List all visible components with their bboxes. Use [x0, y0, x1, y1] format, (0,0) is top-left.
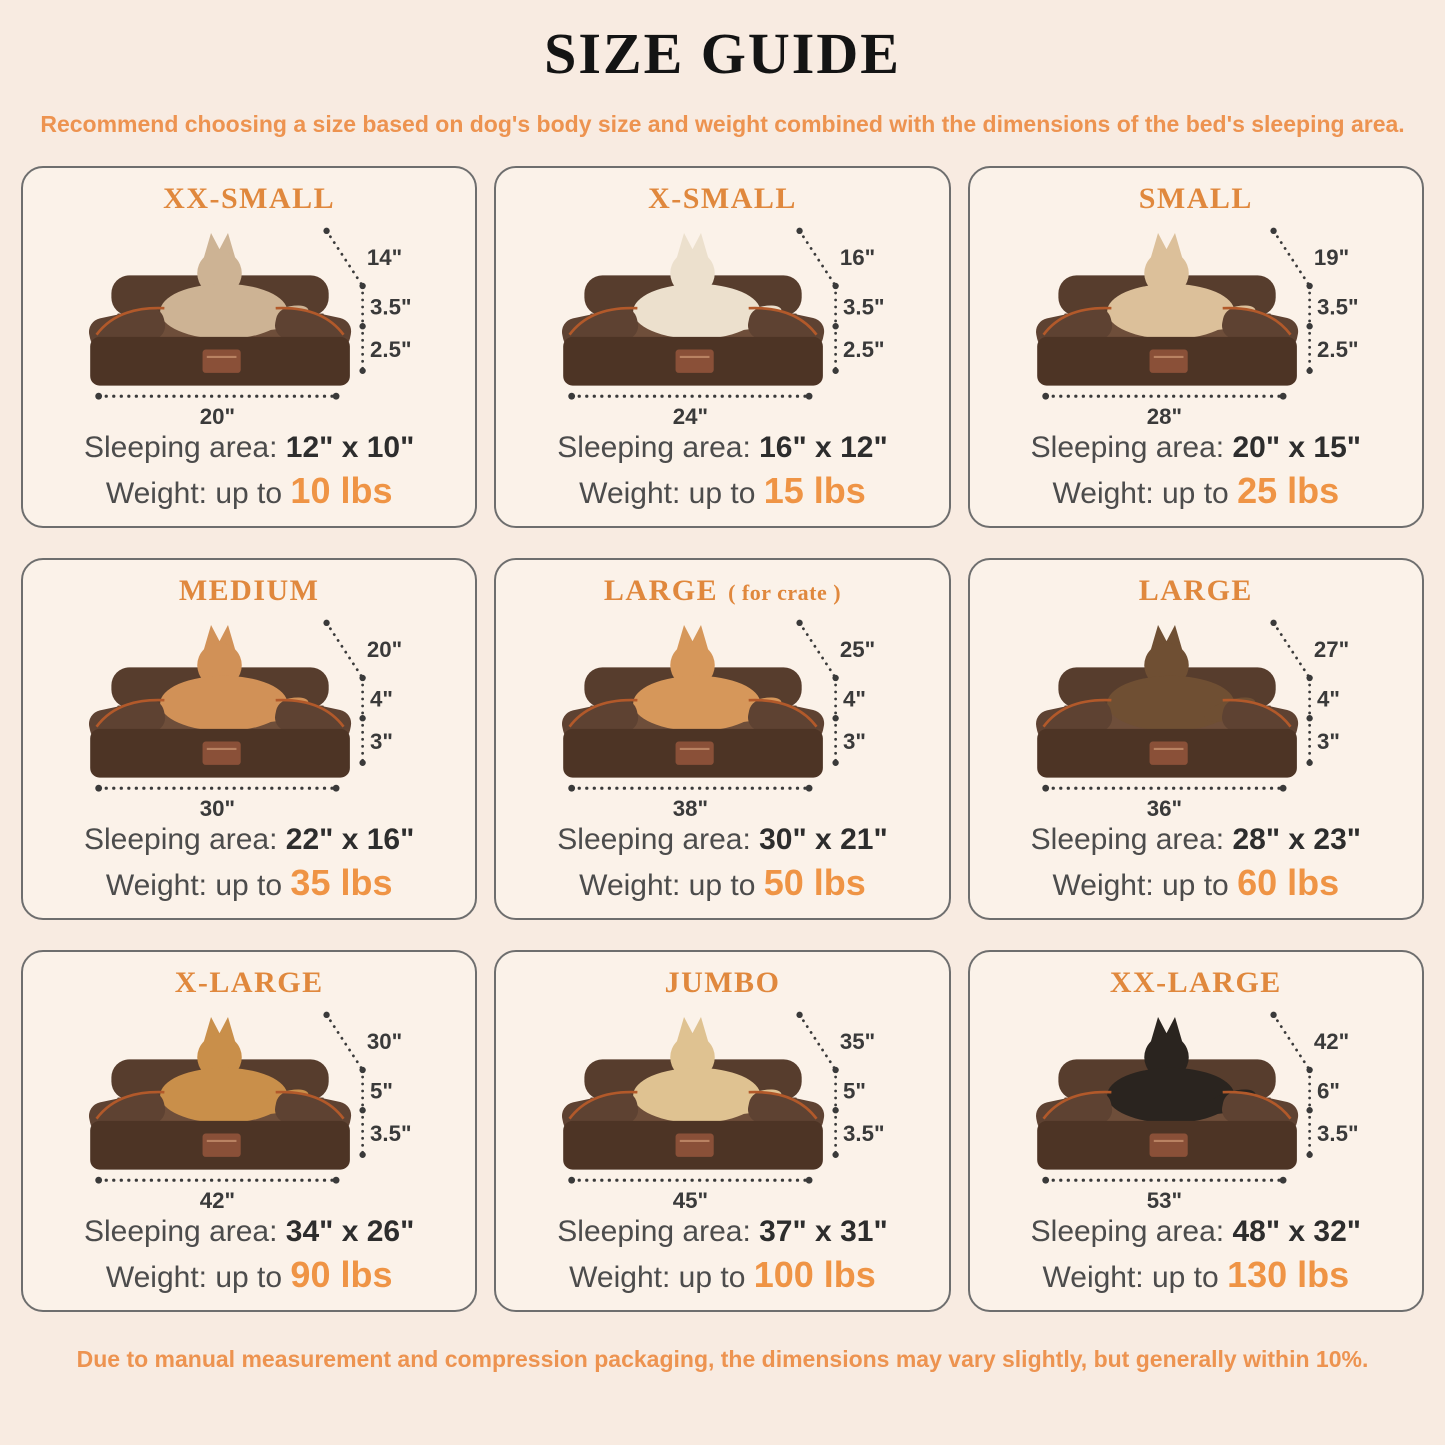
cushion-height-dim-label: 5"	[843, 1078, 867, 1104]
dim-endpoint-dot	[95, 784, 102, 791]
size-label: LARGE	[603, 574, 719, 607]
size-label: LARGE	[1138, 574, 1253, 607]
dim-endpoint-dot	[1306, 367, 1312, 373]
sleeping-area-line	[557, 821, 887, 859]
page-footer-note: Due to manual measurement and compression packaging, the dimensions may vary slightly, but generally within 10%.	[76, 1346, 1369, 1372]
dog-bed	[1033, 1017, 1300, 1170]
dog-bed	[560, 625, 827, 778]
weight-label: Weight: up to	[105, 476, 283, 510]
sleeping-area-value: 37" x 31"	[759, 1215, 888, 1249]
size-card-title	[1139, 576, 1253, 606]
dog-bed-illustration	[993, 216, 1399, 428]
cushion-height-dim-label: 5"	[369, 1078, 393, 1104]
bed-diagram	[993, 606, 1399, 821]
base-height-dim-label: 3"	[369, 728, 393, 754]
sleeping-area-line	[84, 1213, 414, 1251]
weight-label: Weight: up to	[579, 868, 756, 902]
weight-line	[106, 1253, 393, 1296]
back-height-dim-line	[800, 622, 836, 677]
bed-width-dim-label: 53"	[1146, 1187, 1182, 1212]
pet-body	[633, 675, 760, 730]
weight-value: 50 lbs	[763, 861, 866, 903]
sleeping-area-label: Sleeping area:	[1030, 1215, 1225, 1249]
sleeping-area-line	[1031, 821, 1361, 859]
dim-endpoint-dot	[833, 1151, 839, 1157]
brand-label-patch	[1149, 1133, 1187, 1156]
sleeping-area-line	[1031, 429, 1361, 467]
pet-body	[633, 1067, 760, 1122]
sleeping-area-label: Sleeping area:	[1030, 431, 1225, 465]
pet-body	[1107, 1067, 1234, 1122]
size-label: X-LARGE	[174, 966, 324, 999]
sleeping-area-value: 48" x 32"	[1232, 1215, 1362, 1249]
weight-value: 35 lbs	[290, 861, 393, 903]
dim-endpoint-dot	[333, 1176, 340, 1183]
weight-value: 10 lbs	[290, 469, 393, 511]
base-height-dim-label: 2.5"	[369, 336, 412, 362]
bed-width-dim-label: 45"	[673, 1187, 709, 1212]
dim-endpoint-dot	[1306, 1151, 1312, 1157]
sleeping-area-label: Sleeping area:	[557, 431, 751, 465]
size-card-title	[163, 184, 335, 214]
dog-bed-illustration	[46, 216, 452, 428]
weight-value: 25 lbs	[1237, 469, 1340, 511]
bed-diagram	[519, 998, 925, 1213]
dim-endpoint-dot	[569, 1176, 576, 1183]
sleeping-area-value: 34" x 26"	[285, 1215, 415, 1249]
bed-diagram	[993, 214, 1399, 429]
cushion-height-dim-label: 3.5"	[369, 294, 412, 320]
page-title: SIZE GUIDE	[544, 21, 901, 86]
page-subtitle: Recommend choosing a size based on dog's body size and weight combined with the dimensions of the bed's sleeping area.	[40, 111, 1405, 137]
dim-endpoint-dot	[806, 392, 813, 399]
sleeping-area-value: 12" x 10"	[285, 431, 415, 465]
dim-endpoint-dot	[1279, 1176, 1286, 1183]
sleeping-area-label: Sleeping area:	[557, 823, 751, 857]
back-height-dim-label: 16"	[840, 244, 876, 270]
dim-endpoint-dot	[1279, 784, 1286, 791]
size-card-title	[604, 576, 841, 606]
size-card	[21, 166, 477, 528]
back-height-dim-line	[327, 622, 363, 677]
size-card	[968, 558, 1424, 920]
pet-body	[1107, 283, 1234, 338]
pet-body	[633, 283, 760, 338]
size-card-title	[648, 184, 797, 214]
sleeping-area-value: 28" x 23"	[1232, 823, 1362, 857]
weight-label: Weight: up to	[579, 476, 756, 510]
bed-diagram	[519, 214, 925, 429]
brand-label-patch	[203, 349, 241, 372]
dog-bed	[560, 1017, 827, 1170]
size-card-title	[179, 576, 320, 606]
bed-width-dim-label: 20"	[199, 403, 236, 428]
dim-endpoint-dot	[797, 1011, 803, 1017]
back-height-dim-label: 35"	[840, 1028, 876, 1054]
bed-width-dim-label: 42"	[199, 1187, 236, 1212]
cushion-height-dim-label: 6"	[1316, 1078, 1340, 1104]
weight-line	[579, 469, 866, 512]
sleeping-area-line	[84, 821, 414, 859]
dim-endpoint-dot	[323, 619, 329, 625]
sleeping-area-label: Sleeping area:	[83, 823, 278, 857]
size-label: XX-SMALL	[163, 182, 336, 215]
weight-line	[569, 1253, 876, 1296]
dim-endpoint-dot	[95, 1176, 102, 1183]
pet-body	[1107, 675, 1234, 730]
back-height-dim-line	[327, 230, 363, 285]
size-card	[21, 950, 477, 1312]
sleeping-area-value: 16" x 12"	[759, 431, 888, 465]
base-height-dim-label: 3"	[1316, 728, 1340, 754]
dim-endpoint-dot	[797, 619, 803, 625]
cushion-height-dim-label: 4"	[843, 686, 867, 712]
dim-endpoint-dot	[333, 784, 340, 791]
sleeping-area-label: Sleeping area:	[1030, 823, 1225, 857]
pet-body	[160, 283, 287, 338]
dim-endpoint-dot	[1306, 759, 1312, 765]
bed-diagram	[46, 214, 452, 429]
bed-diagram	[46, 998, 452, 1213]
dog-bed	[86, 233, 353, 386]
sleeping-area-line	[1031, 1213, 1361, 1251]
size-label: SMALL	[1138, 182, 1253, 215]
dim-endpoint-dot	[1042, 784, 1049, 791]
dim-endpoint-dot	[1042, 392, 1049, 399]
weight-line	[1053, 469, 1340, 512]
bed-width-dim-label: 24"	[673, 403, 709, 428]
bed-diagram	[519, 606, 925, 821]
dim-endpoint-dot	[1270, 227, 1276, 233]
size-label: XX-LARGE	[1109, 966, 1282, 999]
size-card	[494, 166, 950, 528]
size-note: ( for crate )	[728, 580, 842, 605]
dog-bed-illustration	[519, 608, 925, 820]
size-card	[494, 950, 950, 1312]
dim-endpoint-dot	[333, 392, 340, 399]
size-card-title	[1139, 184, 1253, 214]
bed-width-dim-label: 36"	[1146, 795, 1182, 820]
weight-value: 90 lbs	[290, 1253, 393, 1295]
brand-label-patch	[1149, 741, 1187, 764]
brand-label-patch	[1149, 349, 1187, 372]
dog-bed	[86, 625, 353, 778]
back-height-dim-line	[800, 230, 836, 285]
cushion-height-dim-label: 4"	[369, 686, 393, 712]
weight-line	[106, 861, 393, 904]
brand-label-patch	[203, 741, 241, 764]
dim-endpoint-dot	[359, 759, 365, 765]
dim-endpoint-dot	[95, 392, 102, 399]
sleeping-area-label: Sleeping area:	[83, 431, 278, 465]
brand-label-patch	[676, 349, 714, 372]
base-height-dim-label: 3.5"	[1316, 1120, 1359, 1146]
back-height-dim-label: 27"	[1313, 636, 1349, 662]
dog-bed	[1033, 233, 1300, 386]
weight-value: 60 lbs	[1237, 861, 1340, 903]
size-card	[968, 950, 1424, 1312]
pet-body	[160, 675, 287, 730]
dim-endpoint-dot	[359, 1151, 365, 1157]
size-card-title	[1110, 968, 1282, 998]
dim-endpoint-dot	[1279, 392, 1286, 399]
cushion-height-dim-label: 3.5"	[1316, 294, 1359, 320]
weight-label: Weight: up to	[1052, 476, 1229, 510]
sleeping-area-value: 20" x 15"	[1232, 431, 1362, 465]
back-height-dim-line	[327, 1014, 363, 1069]
dim-endpoint-dot	[359, 367, 365, 373]
dog-bed	[560, 233, 827, 386]
weight-label: Weight: up to	[1042, 1260, 1219, 1294]
weight-label: Weight: up to	[569, 1260, 746, 1294]
weight-line	[1053, 861, 1340, 904]
weight-value: 15 lbs	[763, 469, 866, 511]
pet-body	[160, 1067, 287, 1122]
base-height-dim-label: 3.5"	[843, 1120, 885, 1146]
back-height-dim-line	[1273, 1014, 1309, 1069]
dim-endpoint-dot	[323, 227, 329, 233]
size-card	[968, 166, 1424, 528]
size-label: MEDIUM	[178, 574, 320, 607]
dim-endpoint-dot	[833, 759, 839, 765]
dog-bed	[1033, 625, 1300, 778]
size-label: JUMBO	[664, 966, 781, 999]
dim-endpoint-dot	[806, 1176, 813, 1183]
size-cards-grid	[0, 166, 1445, 1312]
back-height-dim-line	[1273, 622, 1309, 677]
bed-diagram	[993, 998, 1399, 1213]
back-height-dim-label: 42"	[1313, 1028, 1349, 1054]
back-height-dim-label: 14"	[366, 244, 403, 270]
base-height-dim-label: 3"	[843, 728, 867, 754]
base-height-dim-label: 2.5"	[1316, 336, 1359, 362]
cushion-height-dim-label: 4"	[1316, 686, 1340, 712]
back-height-dim-label: 19"	[1313, 244, 1349, 270]
size-card-title	[665, 968, 781, 998]
back-height-dim-line	[800, 1014, 836, 1069]
cushion-height-dim-label: 3.5"	[843, 294, 885, 320]
dim-endpoint-dot	[1042, 1176, 1049, 1183]
dog-bed-illustration	[46, 608, 452, 820]
weight-value: 100 lbs	[753, 1253, 876, 1295]
dog-bed-illustration	[993, 1000, 1399, 1212]
dim-endpoint-dot	[806, 784, 813, 791]
dim-endpoint-dot	[1270, 619, 1276, 625]
sleeping-area-label: Sleeping area:	[83, 1215, 278, 1249]
dog-bed-illustration	[519, 216, 925, 428]
sleeping-area-value: 22" x 16"	[285, 823, 415, 857]
size-card-title	[175, 968, 324, 998]
bed-width-dim-label: 28"	[1146, 403, 1182, 428]
dim-endpoint-dot	[1270, 1011, 1276, 1017]
dim-endpoint-dot	[797, 227, 803, 233]
sleeping-area-line	[84, 429, 414, 467]
sleeping-area-line	[557, 1213, 887, 1251]
dim-endpoint-dot	[323, 1011, 329, 1017]
dog-bed	[86, 1017, 353, 1170]
weight-label: Weight: up to	[105, 868, 283, 902]
back-height-dim-line	[1273, 230, 1309, 285]
back-height-dim-label: 25"	[840, 636, 876, 662]
dim-endpoint-dot	[569, 392, 576, 399]
weight-line	[106, 469, 393, 512]
size-card	[494, 558, 950, 920]
weight-value: 130 lbs	[1227, 1253, 1350, 1295]
size-card	[21, 558, 477, 920]
back-height-dim-label: 30"	[366, 1028, 403, 1054]
brand-label-patch	[676, 1133, 714, 1156]
weight-line	[579, 861, 866, 904]
bed-width-dim-label: 30"	[199, 795, 236, 820]
dog-bed-illustration	[519, 1000, 925, 1212]
size-label: X-SMALL	[648, 182, 797, 215]
dim-endpoint-dot	[833, 367, 839, 373]
sleeping-area-line	[557, 429, 887, 467]
weight-label: Weight: up to	[1052, 868, 1229, 902]
dog-bed-illustration	[46, 1000, 452, 1212]
sleeping-area-label: Sleeping area:	[557, 1215, 751, 1249]
dog-bed-illustration	[993, 608, 1399, 820]
bed-diagram	[46, 606, 452, 821]
weight-label: Weight: up to	[105, 1260, 283, 1294]
bed-width-dim-label: 38"	[673, 795, 709, 820]
dim-endpoint-dot	[569, 784, 576, 791]
brand-label-patch	[203, 1133, 241, 1156]
back-height-dim-label: 20"	[366, 636, 403, 662]
brand-label-patch	[676, 741, 714, 764]
base-height-dim-label: 3.5"	[369, 1120, 412, 1146]
weight-line	[1042, 1253, 1349, 1296]
base-height-dim-label: 2.5"	[843, 336, 885, 362]
sleeping-area-value: 30" x 21"	[759, 823, 888, 857]
